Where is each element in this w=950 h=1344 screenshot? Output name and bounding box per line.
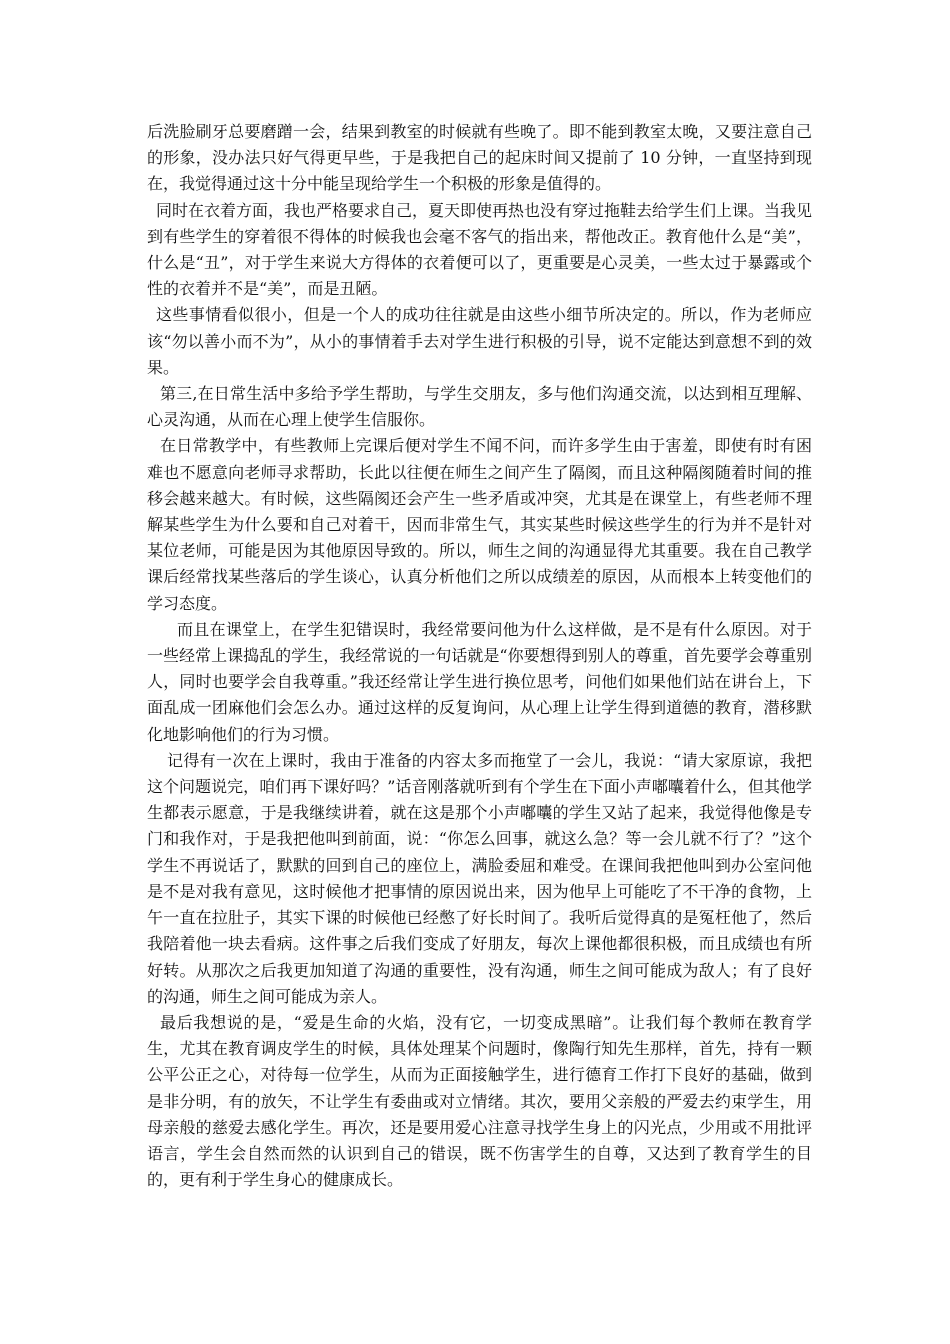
paragraph-2: 同时在衣着方面，我也严格要求自己，夏天即使再热也没有穿过拖鞋去给学生们上课。当我见到有些学生的穿着很不得体的时候我也会毫不客气的指出来，帮他改正。教育他什么是“美”，什么是“丑”，对于学生来说大方得体的衣着便可以了，更重要是心灵美，一些太过于暴露或个性的衣着并不是“美”，而是丑陋。 — [147, 200, 813, 299]
document-body — [147, 119, 812, 1193]
paragraph-6: 而且在课堂上，在学生犯错误时，我经常要问他为什么这样做，是不是有什么原因。对于一些经常上课捣乱的学生，我经常说的一句话就是“你要想得到别人的尊重，首先要学会尊重别人，同时也要学会自我尊重。”我还经常让学生进行换位思考，问他们如果他们站在讲台上，下面乱成一团麻他们会怎么办。通过这样的反复询问，从心理上让学生得到道德的教育，潜移默化地影响他们的行为习惯。 — [147, 619, 812, 744]
paragraph-8: 最后我想说的是，“爱是生命的火焰，没有它，一切变成黑暗”。让我们每个教师在教育学生，尤其在教育调皮学生的时候，具体处理某个问题时，像陶行知先生那样，首先，持有一颗公平公正之心，对待每一位学生，从而为正面接触学生，进行德育工作打下良好的基础，做到是非分明，有的放矢，不让学生有委曲或对立情绪。其次，要用父亲般的严爱去约束学生，用母亲般的慈爱去感化学生。再次，还是要用爱心注意寻找学生身上的闪光点，少用或不用批评语言，学生会自然而然的认识到自己的错误，既不伤害学生的自尊，又达到了教育学生的目的，更有利于学生身心的健康成长。 — [147, 1012, 812, 1190]
paragraph-3: 这些事情看似很小，但是一个人的成功往往就是由这些小细节所决定的。所以，作为老师应该“勿以善小而不为”，从小的事情着手去对学生进行积极的引导，说不定能达到意想不到的效果。 — [147, 305, 812, 377]
paragraph-7: 记得有一次在上课时，我由于准备的内容太多而拖堂了一会儿，我说：“请大家原谅，我把这个问题说完，咱们再下课好吗？”话音刚落就听到有个学生在下面小声嘟囔着什么，但其他学生都表示愿意，于是我继续讲着，就在这是那个小声嘟囔的学生又站了起来，我觉得他像是专门和我作对，于是我把他叫到前面，说：“你怎么回事，就这么急？等一会儿就不行了？”这个学生不再说话了，默默的回到自己的座位上，满脸委屈和难受。在课间我把他叫到办公室问他是不是对我有意见，这时候他才把事情的原因说出来，因为他早上可能吃了不干净的食物，上午一直在拉肚子，其实下课的时候他已经憋了好长时间了。我听后觉得真的是冤枉他了，然后我陪着他一块去看病。这件事之后我们变成了好朋友，每次上课他都很积极，而且成绩也有所好转。从那次之后我更加知道了沟通的重要性，没有沟通，师生之间可能成为敌人；有了良好的沟通，师生之间可能成为亲人。 — [147, 750, 812, 1006]
paragraph-4: 第三,在日常生活中多给予学生帮助，与学生交朋友，多与他们沟通交流，以达到相互理解、心灵沟通，从而在心理上使学生信服你。 — [147, 384, 812, 430]
paragraph-1: 后洗脸刷牙总要磨蹭一会，结果到教室的时候就有些晚了。即不能到教室太晚，又要注意自己的形象，没办法只好气得更早些，于是我把自己的起床时间又提前了 10 分钟，一直坚持到现在，我觉得通过这十分中能呈现给学生一个积极的形象是值得的。 — [147, 122, 812, 194]
paragraph-5: 在日常教学中，有些教师上完课后便对学生不闻不问，而许多学生由于害羞，即使有时有困难也不愿意向老师寻求帮助，长此以往便在师生之间产生了隔阂，而且这种隔阂随着时间的推移会越来越大。有时候，这些隔阂还会产生一些矛盾或冲突，尤其是在课堂上，有些老师不理解某些学生为什么要和自己对着干，因而非常生气，其实某些时候这些学生的行为并不是针对某位老师，可能是因为其他原因导致的。所以，师生之间的沟通显得尤其重要。我在自己教学课后经常找某些落后的学生谈心，认真分析他们之所以成绩差的原因，从而根本上转变他们的学习态度。 — [147, 436, 812, 613]
